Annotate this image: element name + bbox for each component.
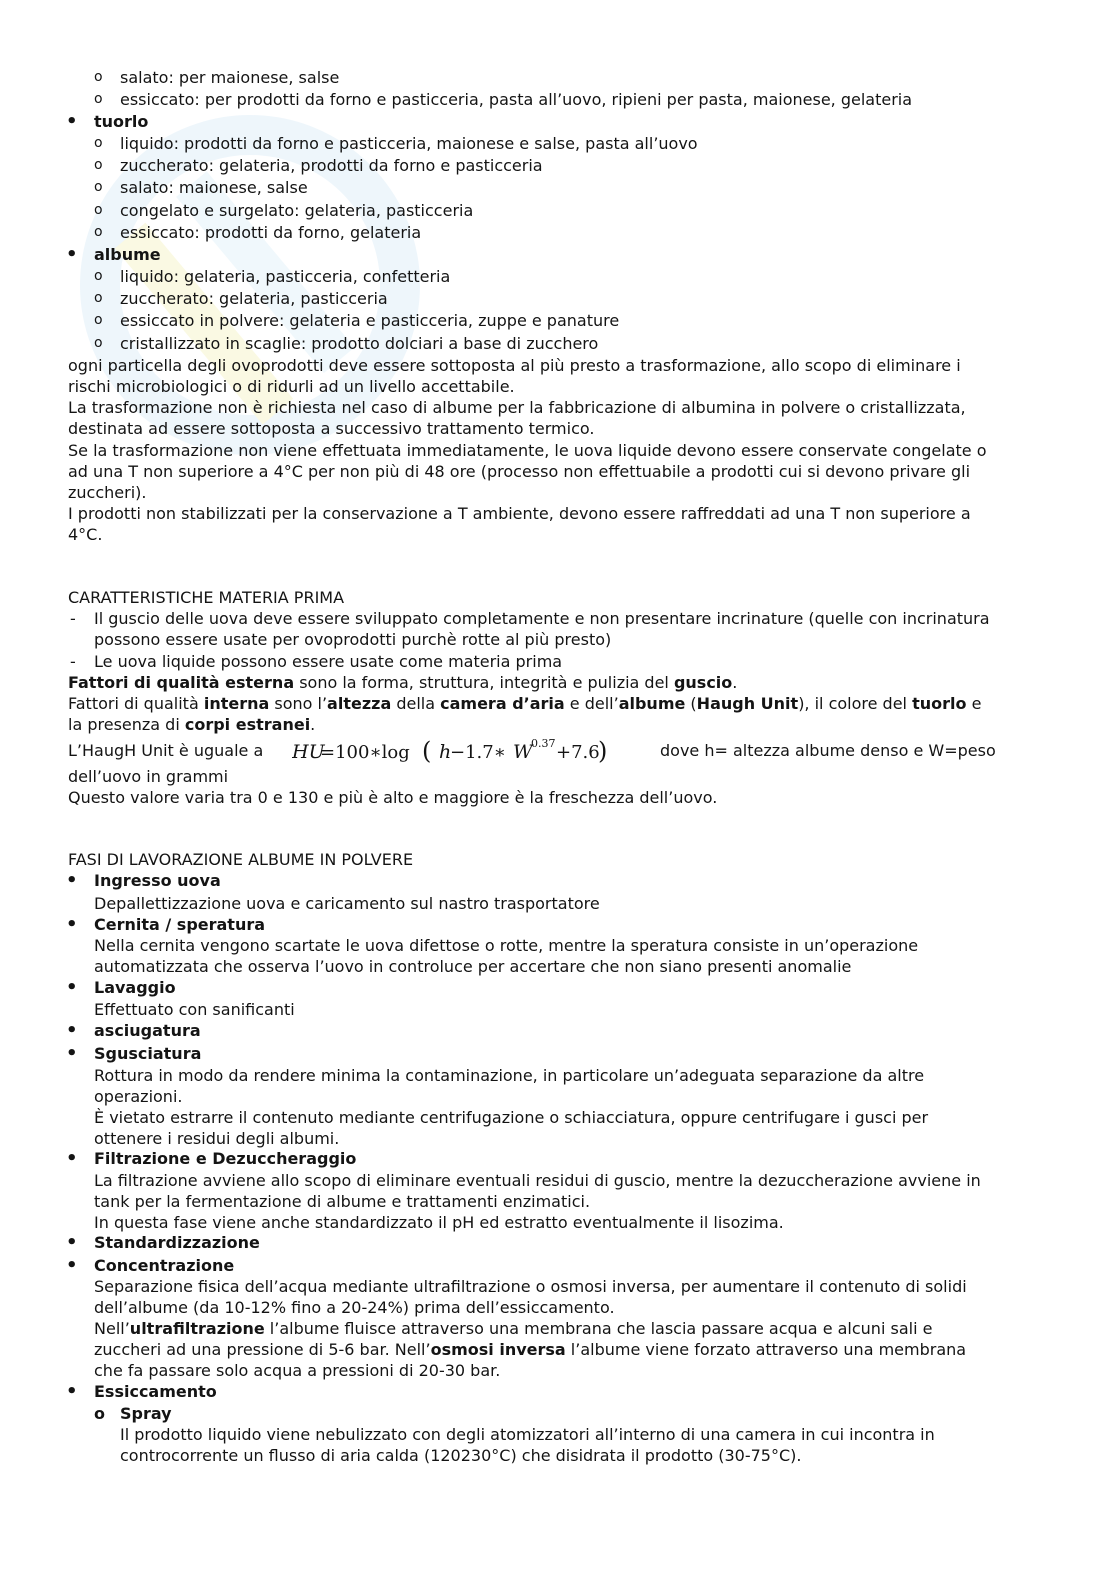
paragraph-line: ad una T non superiore a 4°C per non più di 48 ore (processo non effettuabile a prodotti cui si devono privare gli — [68, 462, 971, 481]
step-title: Essiccamento — [94, 1382, 217, 1401]
step-title: Cernita / speratura — [94, 915, 266, 934]
bullet-circle: o — [94, 179, 103, 195]
bullet-circle: o — [94, 202, 103, 218]
list-item: liquido: gelateria, pasticceria, confetteria — [120, 267, 451, 286]
bullet-circle: o — [94, 69, 103, 85]
step-text: Separazione fisica dell’acqua mediante ultrafiltrazione o osmosi inversa, per aumentare il contenuto di solidi — [94, 1277, 967, 1296]
haugh-unit-range: Questo valore varia tra 0 e 130 e più è alto e maggiore è la freschezza dell’uovo. — [68, 788, 718, 807]
step-text: La filtrazione avviene allo scopo di eliminare eventuali residui di guscio, mentre la dezuccherazione avviene in — [94, 1171, 981, 1190]
paragraph-line: ogni particella degli ovoprodotti deve essere sottoposta al più presto a trasformazione, allo scopo di eliminare i — [68, 356, 961, 375]
step-text: controcorrente un flusso di aria calda (120230°C) che disidrata il prodotto (30-75°C). — [120, 1446, 802, 1465]
list-item: salato: maionese, salse — [120, 178, 308, 197]
haugh-unit-formula — [292, 736, 622, 766]
list-item: zuccherato: gelateria, prodotti da forno e pasticceria — [120, 156, 543, 175]
category-tuorlo: tuorlo — [94, 112, 149, 131]
section-heading-processing: FASI DI LAVORAZIONE ALBUME IN POLVERE — [68, 850, 414, 869]
bullet-circle: o — [94, 157, 103, 173]
step-text: È vietato estrarre il contenuto mediante centrifugazione o schiacciatura, oppure centrifugare i gusci per — [94, 1108, 929, 1127]
haugh-unit-continuation: dell’uovo in grammi — [68, 767, 229, 786]
bullet-dot: • — [66, 244, 78, 265]
step-text: ottenere i residui degli albumi. — [94, 1129, 340, 1148]
formula-paren-open: ( — [422, 737, 432, 765]
formula-equals: =100∗log — [320, 742, 410, 763]
bullet-circle: o — [94, 335, 103, 351]
bullet-dot: • — [66, 1043, 78, 1064]
step-text: Depallettizzazione uova e caricamento sul nastro trasportatore — [94, 894, 600, 913]
step-text-reverse-osmosis: zuccheri ad una pressione di 5-6 bar. Nell’osmosi inversa l’albume viene forzato attraverso una membrana — [94, 1340, 967, 1359]
list-item: essiccato in polvere: gelateria e pasticceria, zuppe e panature — [120, 311, 620, 330]
list-item: liquido: prodotti da forno e pasticceria, maionese e salse, pasta all’uovo — [120, 134, 698, 153]
step-title: Sgusciatura — [94, 1044, 202, 1063]
list-item: salato: per maionese, salse — [120, 68, 340, 87]
bullet-circle: o — [94, 224, 103, 240]
paragraph-line: zuccheri). — [68, 483, 147, 502]
step-text: dell’albume (da 10-12% fino a 20-24%) prima dell’essiccamento. — [94, 1298, 615, 1317]
paragraph-line: 4°C. — [68, 525, 103, 544]
step-title: asciugatura — [94, 1021, 201, 1040]
bullet-circle: o — [94, 268, 103, 284]
bullet-circle: o — [94, 290, 103, 306]
list-item: essiccato: prodotti da forno, gelateria — [120, 223, 422, 242]
bullet-dot: • — [66, 1255, 78, 1276]
external-quality-line: Fattori di qualità esterna sono la forma, struttura, integrità e pulizia del guscio. — [68, 673, 738, 692]
step-text: Rottura in modo da rendere minima la contaminazione, in particolare un’adeguata separazione da altre — [94, 1066, 925, 1085]
paragraph-line: destinata ad essere sottoposta a successivo trattamento termico. — [68, 419, 595, 438]
bullet-dot: • — [66, 1381, 78, 1402]
formula-h: h — [439, 741, 452, 763]
formula-exponent: 0.37 — [531, 737, 556, 750]
substep-title: Spray — [120, 1404, 172, 1423]
bullet-dot: • — [66, 870, 78, 891]
step-text: automatizzata che osserva l’uovo in controluce per accertare che non siano presenti anomalie — [94, 957, 852, 976]
bullet-dot: • — [66, 977, 78, 998]
section-heading-raw-material: CARATTERISTICHE MATERIA PRIMA — [68, 588, 345, 607]
category-albume: albume — [94, 245, 161, 264]
formula-lhs: HU — [292, 741, 325, 763]
step-text: che fa passare solo acqua a pressioni di 20-30 bar. — [94, 1361, 501, 1380]
step-title: Lavaggio — [94, 978, 176, 997]
paragraph-line: rischi microbiologici o di ridurli ad un livello accettabile. — [68, 377, 515, 396]
step-text: Nella cernita vengono scartate le uova difettose o rotte, mentre la speratura consiste in un’operazione — [94, 936, 919, 955]
list-item: Il guscio delle uova deve essere sviluppato completamente e non presentare incrinature (quelle con incrinatura — [94, 609, 990, 628]
step-text: In questa fase viene anche standardizzato il pH ed estratto eventualmente il lisozima. — [94, 1213, 784, 1232]
paragraph-line: La trasformazione non è richiesta nel caso di albume per la fabbricazione di albumina in polvere o cristallizzata, — [68, 398, 966, 417]
step-text: Effettuato con sanificanti — [94, 1000, 295, 1019]
bullet-circle: o — [94, 135, 103, 151]
haugh-unit-intro: L’HaugH Unit è uguale a — [68, 741, 264, 760]
step-text: tank per la fermentazione di albume e trattamenti enzimatici. — [94, 1192, 591, 1211]
haugh-unit-where: dove h= altezza albume denso e W=peso — [660, 741, 996, 760]
bullet-dot: • — [66, 1020, 78, 1041]
formula-paren-close: ) — [598, 737, 608, 765]
bullet-dash: - — [70, 652, 76, 671]
list-item-continuation: possono essere usate per ovoprodotti purchè rotte al più presto) — [94, 630, 612, 649]
bullet-dash: - — [70, 609, 76, 628]
step-text-ultrafiltration: Nell’ultrafiltrazione l’albume fluisce attraverso una membrana che lascia passare acqua e alcuni sali e — [94, 1319, 933, 1338]
bullet-dot: • — [66, 1232, 78, 1253]
bullet-dot: • — [66, 1148, 78, 1169]
step-text: operazioni. — [94, 1087, 183, 1106]
step-text: Il prodotto liquido viene nebulizzato con degli atomizzatori all’interno di una camera in cui incontra in — [120, 1425, 935, 1444]
list-item: zuccherato: gelateria, pasticceria — [120, 289, 388, 308]
formula-plus: +7.6 — [556, 742, 600, 763]
step-title: Standardizzazione — [94, 1233, 260, 1252]
formula-w: W — [513, 741, 533, 763]
list-item: congelato e surgelato: gelateria, pasticceria — [120, 201, 474, 220]
internal-quality-line-2: la presenza di corpi estranei. — [68, 715, 316, 734]
step-title: Concentrazione — [94, 1256, 235, 1275]
step-title: Filtrazione e Dezuccheraggio — [94, 1149, 357, 1168]
list-item: cristallizzato in scaglie: prodotto dolciari a base di zucchero — [120, 334, 599, 353]
list-item: essiccato: per prodotti da forno e pasticceria, pasta all’uovo, ripieni per pasta, maionese, gelateria — [120, 90, 913, 109]
bullet-circle: o — [94, 1404, 105, 1423]
bullet-dot: • — [66, 111, 78, 132]
paragraph-line: Se la trasformazione non viene effettuata immediatamente, le uova liquide devono essere conservate congelate o — [68, 441, 987, 460]
list-item: Le uova liquide possono essere usate come materia prima — [94, 652, 563, 671]
formula-minus: −1.7∗ — [450, 742, 506, 763]
paragraph-line: I prodotti non stabilizzati per la conservazione a T ambiente, devono essere raffreddati ad una T non superiore a — [68, 504, 971, 523]
bullet-dot: • — [66, 914, 78, 935]
bullet-circle: o — [94, 91, 103, 107]
step-title: Ingresso uova — [94, 871, 221, 890]
bullet-circle: o — [94, 312, 103, 328]
internal-quality-line: Fattori di qualità interna sono l’altezza della camera d’aria e dell’albume (Haugh Unit), il colore del tuorlo e — [68, 694, 982, 713]
